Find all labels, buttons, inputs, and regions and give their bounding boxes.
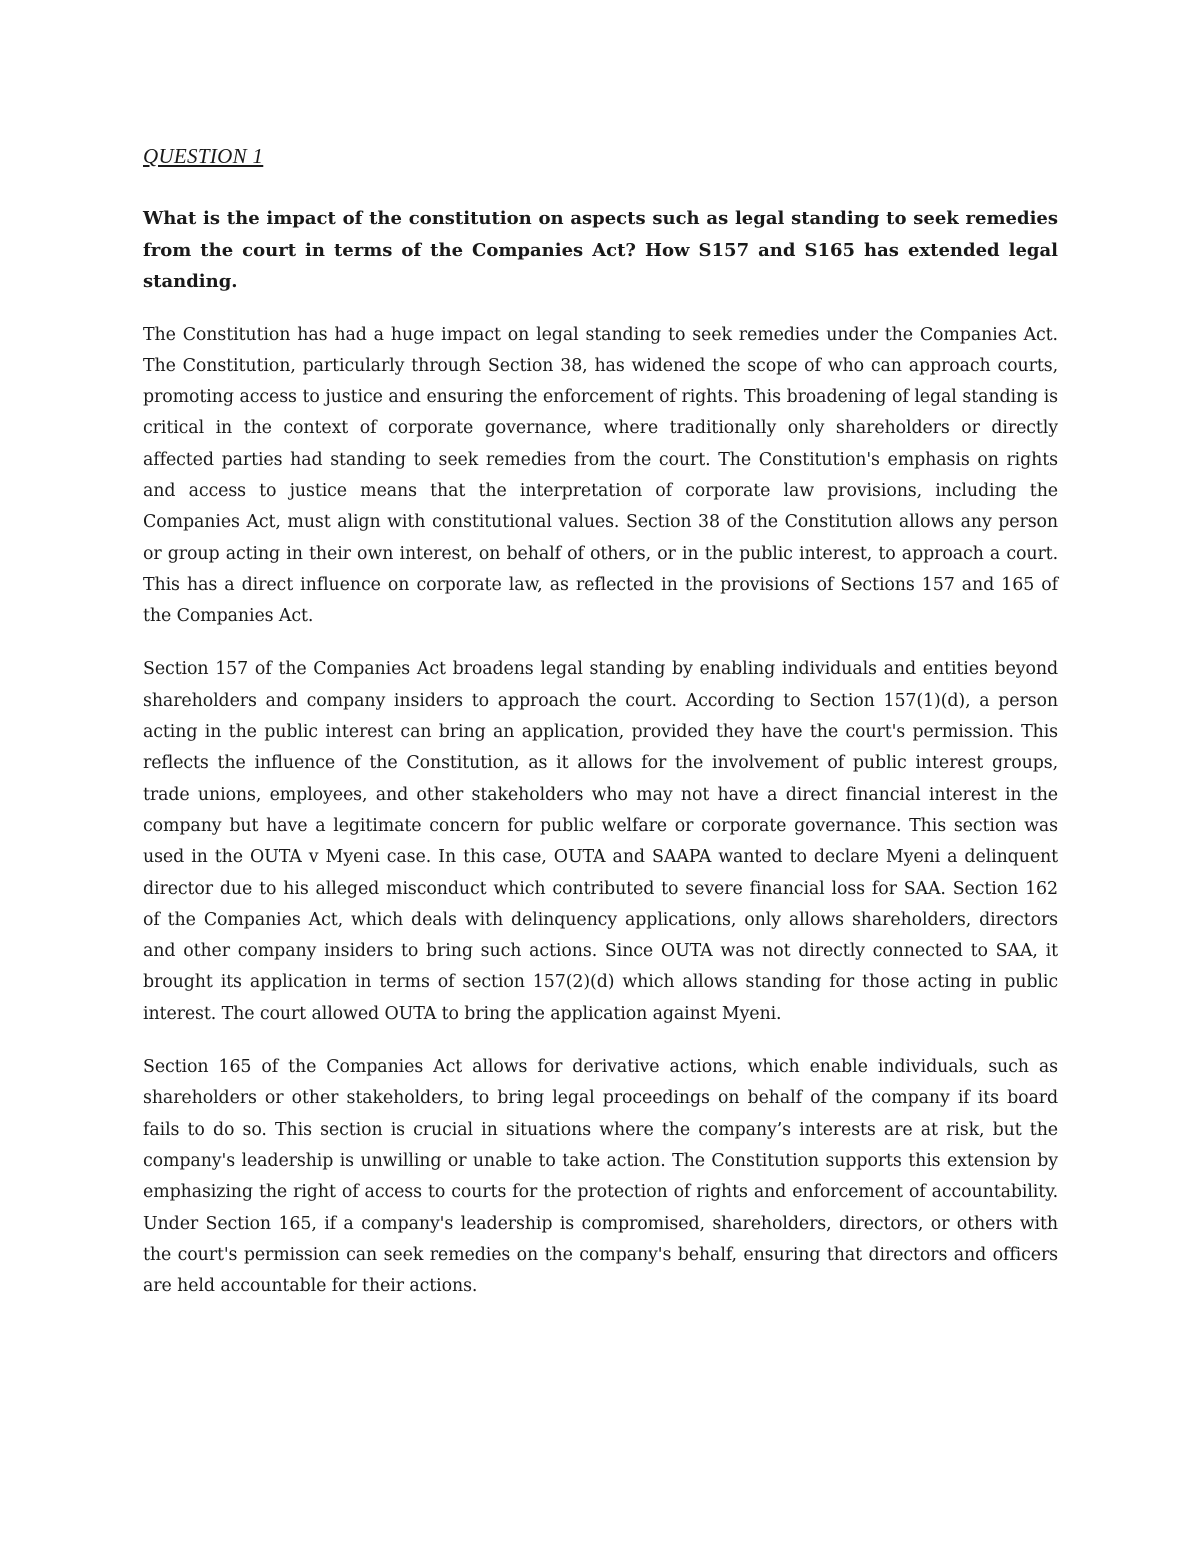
answer-paragraph-3: Section 165 of the Companies Act allows for derivative actions, which enable individuals, such as shareholders or other stakeholders, to bring legal proceedings on behalf of the company if its board fails to do so. This section is crucial in situations where the company’s interests are at risk, but the company's leadership is unwilling or unable to take action. The Constitution supports this extension by emphasizing the right of access to courts for the protection of rights and enforcement of accountability. Under Section 165, if a company's leadership is compromised, shareholders, directors, or others with the court's permission can seek remedies on the company's behalf, ensuring that directors and officers are held accountable for their actions. [143,1057,1058,1297]
answer-paragraph-2: Section 157 of the Companies Act broadens legal standing by enabling individuals and entities beyond shareholders and company insiders to approach the court. According to Section 157(1)(d), a person acting in the public interest can bring an application, provided they have the court's permission. This reflects the influence of the Constitution, as it allows for the involvement of public interest groups, trade unions, employees, and other stakeholders who may not have a direct financial interest in the company but have a legitimate concern for public welfare or corporate governance. This section was used in the OUTA v Myeni case. In this case, OUTA and SAAPA wanted to declare Myeni a delinquent director due to his alleged misconduct which contributed to severe financial loss for SAA. Section 162 of the Companies Act, which deals with delinquency applications, only allows shareholders, directors and other company insiders to bring such actions. Since OUTA was not directly connected to SAA, it brought its application in terms of section 157(2)(d) which allows standing for those acting in public interest. The court allowed OUTA to bring the application against Myeni. [143,659,1058,1024]
answer-paragraph-1: The Constitution has had a huge impact on legal standing to seek remedies under the Companies Act. The Constitution, particularly through Section 38, has widened the scope of who can approach courts, promoting access to justice and ensuring the enforcement of rights. This broadening of legal standing is critical in the context of corporate governance, where traditionally only shareholders or directly affected parties had standing to seek remedies from the court. The Constitution's emphasis on rights and access to justice means that the interpretation of corporate law provisions, including the Companies Act, must align with constitutional values. Section 38 of the Constitution allows any person or group acting in their own interest, on behalf of others, or in the public interest, to approach a court. This has a direct influence on corporate law, as reflected in the provisions of Sections 157 and 165 of the Companies Act. [143,324,1058,627]
document-page [143,140,1058,1324]
question-heading: QUESTION 1 [143,144,264,168]
question-text: What is the impact of the constitution on aspects such as legal standing to seek remedies from the court in terms of the Companies Act? How S157 and S165 has extended legal standing. [143,208,1058,292]
